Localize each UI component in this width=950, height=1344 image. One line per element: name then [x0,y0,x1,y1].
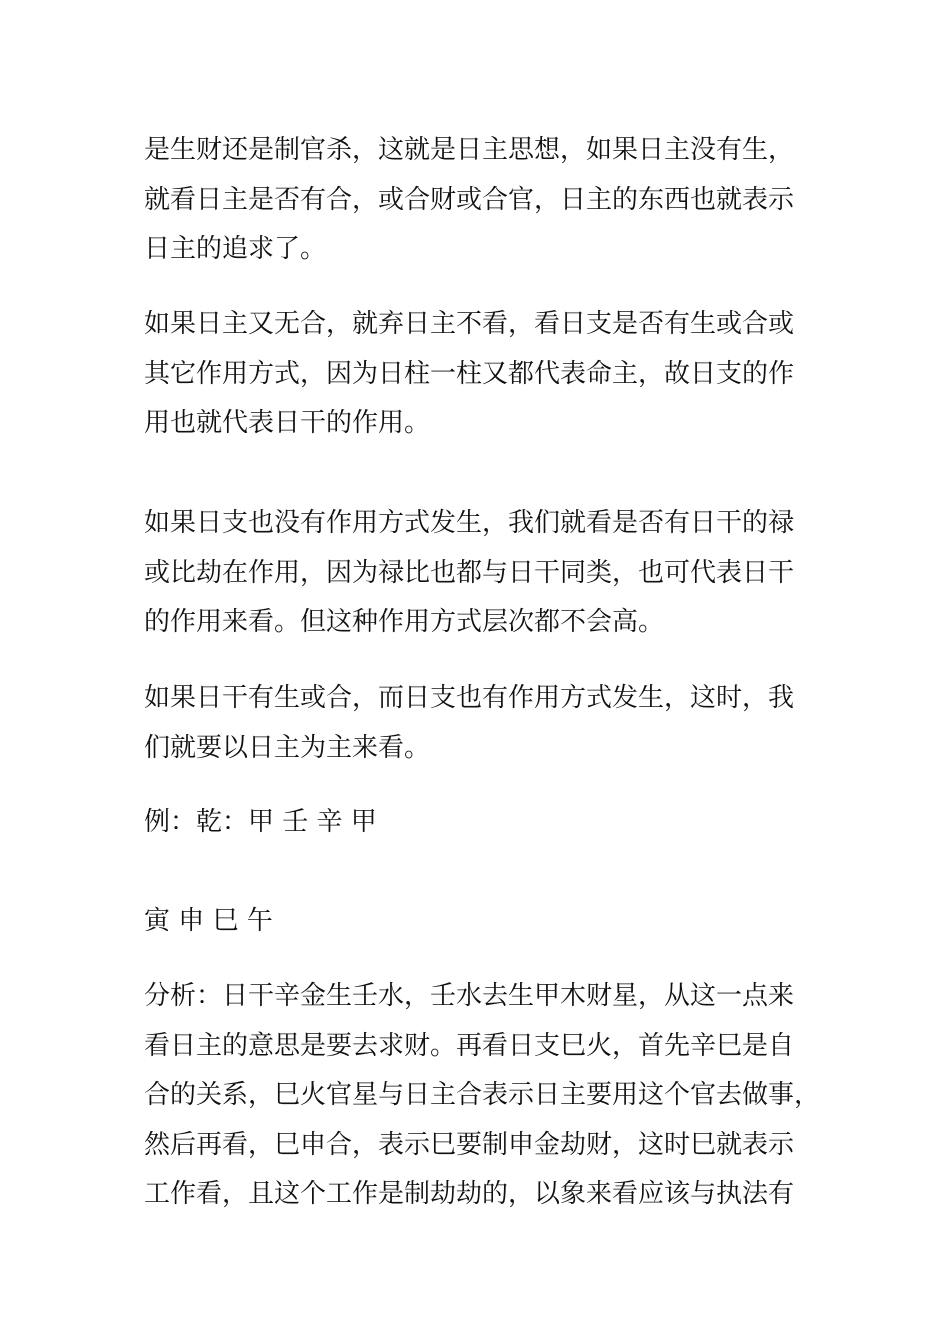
text-line: 是生财还是制官杀，这就是日主思想，如果日主没有生， [144,135,795,165]
text-line: 用也就代表日干的作用。 [144,408,431,438]
example-heading [144,798,806,848]
text-line: 就看日主是否有合，或合财或合官，日主的东西也就表示 [144,184,795,215]
text-line: 如果日支也没有作用方式发生，我们就看是否有日干的禄 [144,508,795,538]
text-line: 例：乾：甲 壬 辛 甲 [144,807,377,837]
text-line: 日主的追求了。 [144,234,327,264]
text-line: 看日主的意思是要去求财。再看日支巳火，首先辛巳是自 [144,1030,795,1061]
analysis-paragraph [144,972,821,1220]
text-line: 或比劫在作用，因为禄比也都与日干同类，也可代表日干 [144,557,795,588]
text-line: 如果日干有生或合，而日支也有作用方式发生，这时，我 [144,683,795,713]
text-line: 分析：日干辛金生壬水，壬水去生甲木财星，从这一点来 [144,981,795,1011]
paragraph-1 [144,126,806,275]
paragraph-2 [144,300,806,449]
paragraph-3 [144,499,806,648]
text-line: 们就要以日主为主来看。 [144,732,431,763]
text-line: 工作看，且这个工作是制劫劫的，以象来看应该与执法有 [144,1179,795,1209]
text-line: 的作用来看。但这种作用方式层次都不会高。 [144,607,665,637]
text-line: 寅 申 巳 午 [144,906,273,936]
text-line: 合的关系，巳火官星与日主合表示日主要用这个官去做事， [144,1080,821,1110]
example-branches [144,897,806,947]
text-line: 如果日主又无合，就弃日主不看，看日支是否有生或合或 [144,309,795,339]
text-line: 然后再看，巳申合，表示巳要制申金劫财，这时巳就表示 [144,1129,795,1160]
paragraph-4 [144,674,806,773]
text-line: 其它作用方式，因为日柱一柱又都代表命主，故日支的作 [144,358,795,389]
